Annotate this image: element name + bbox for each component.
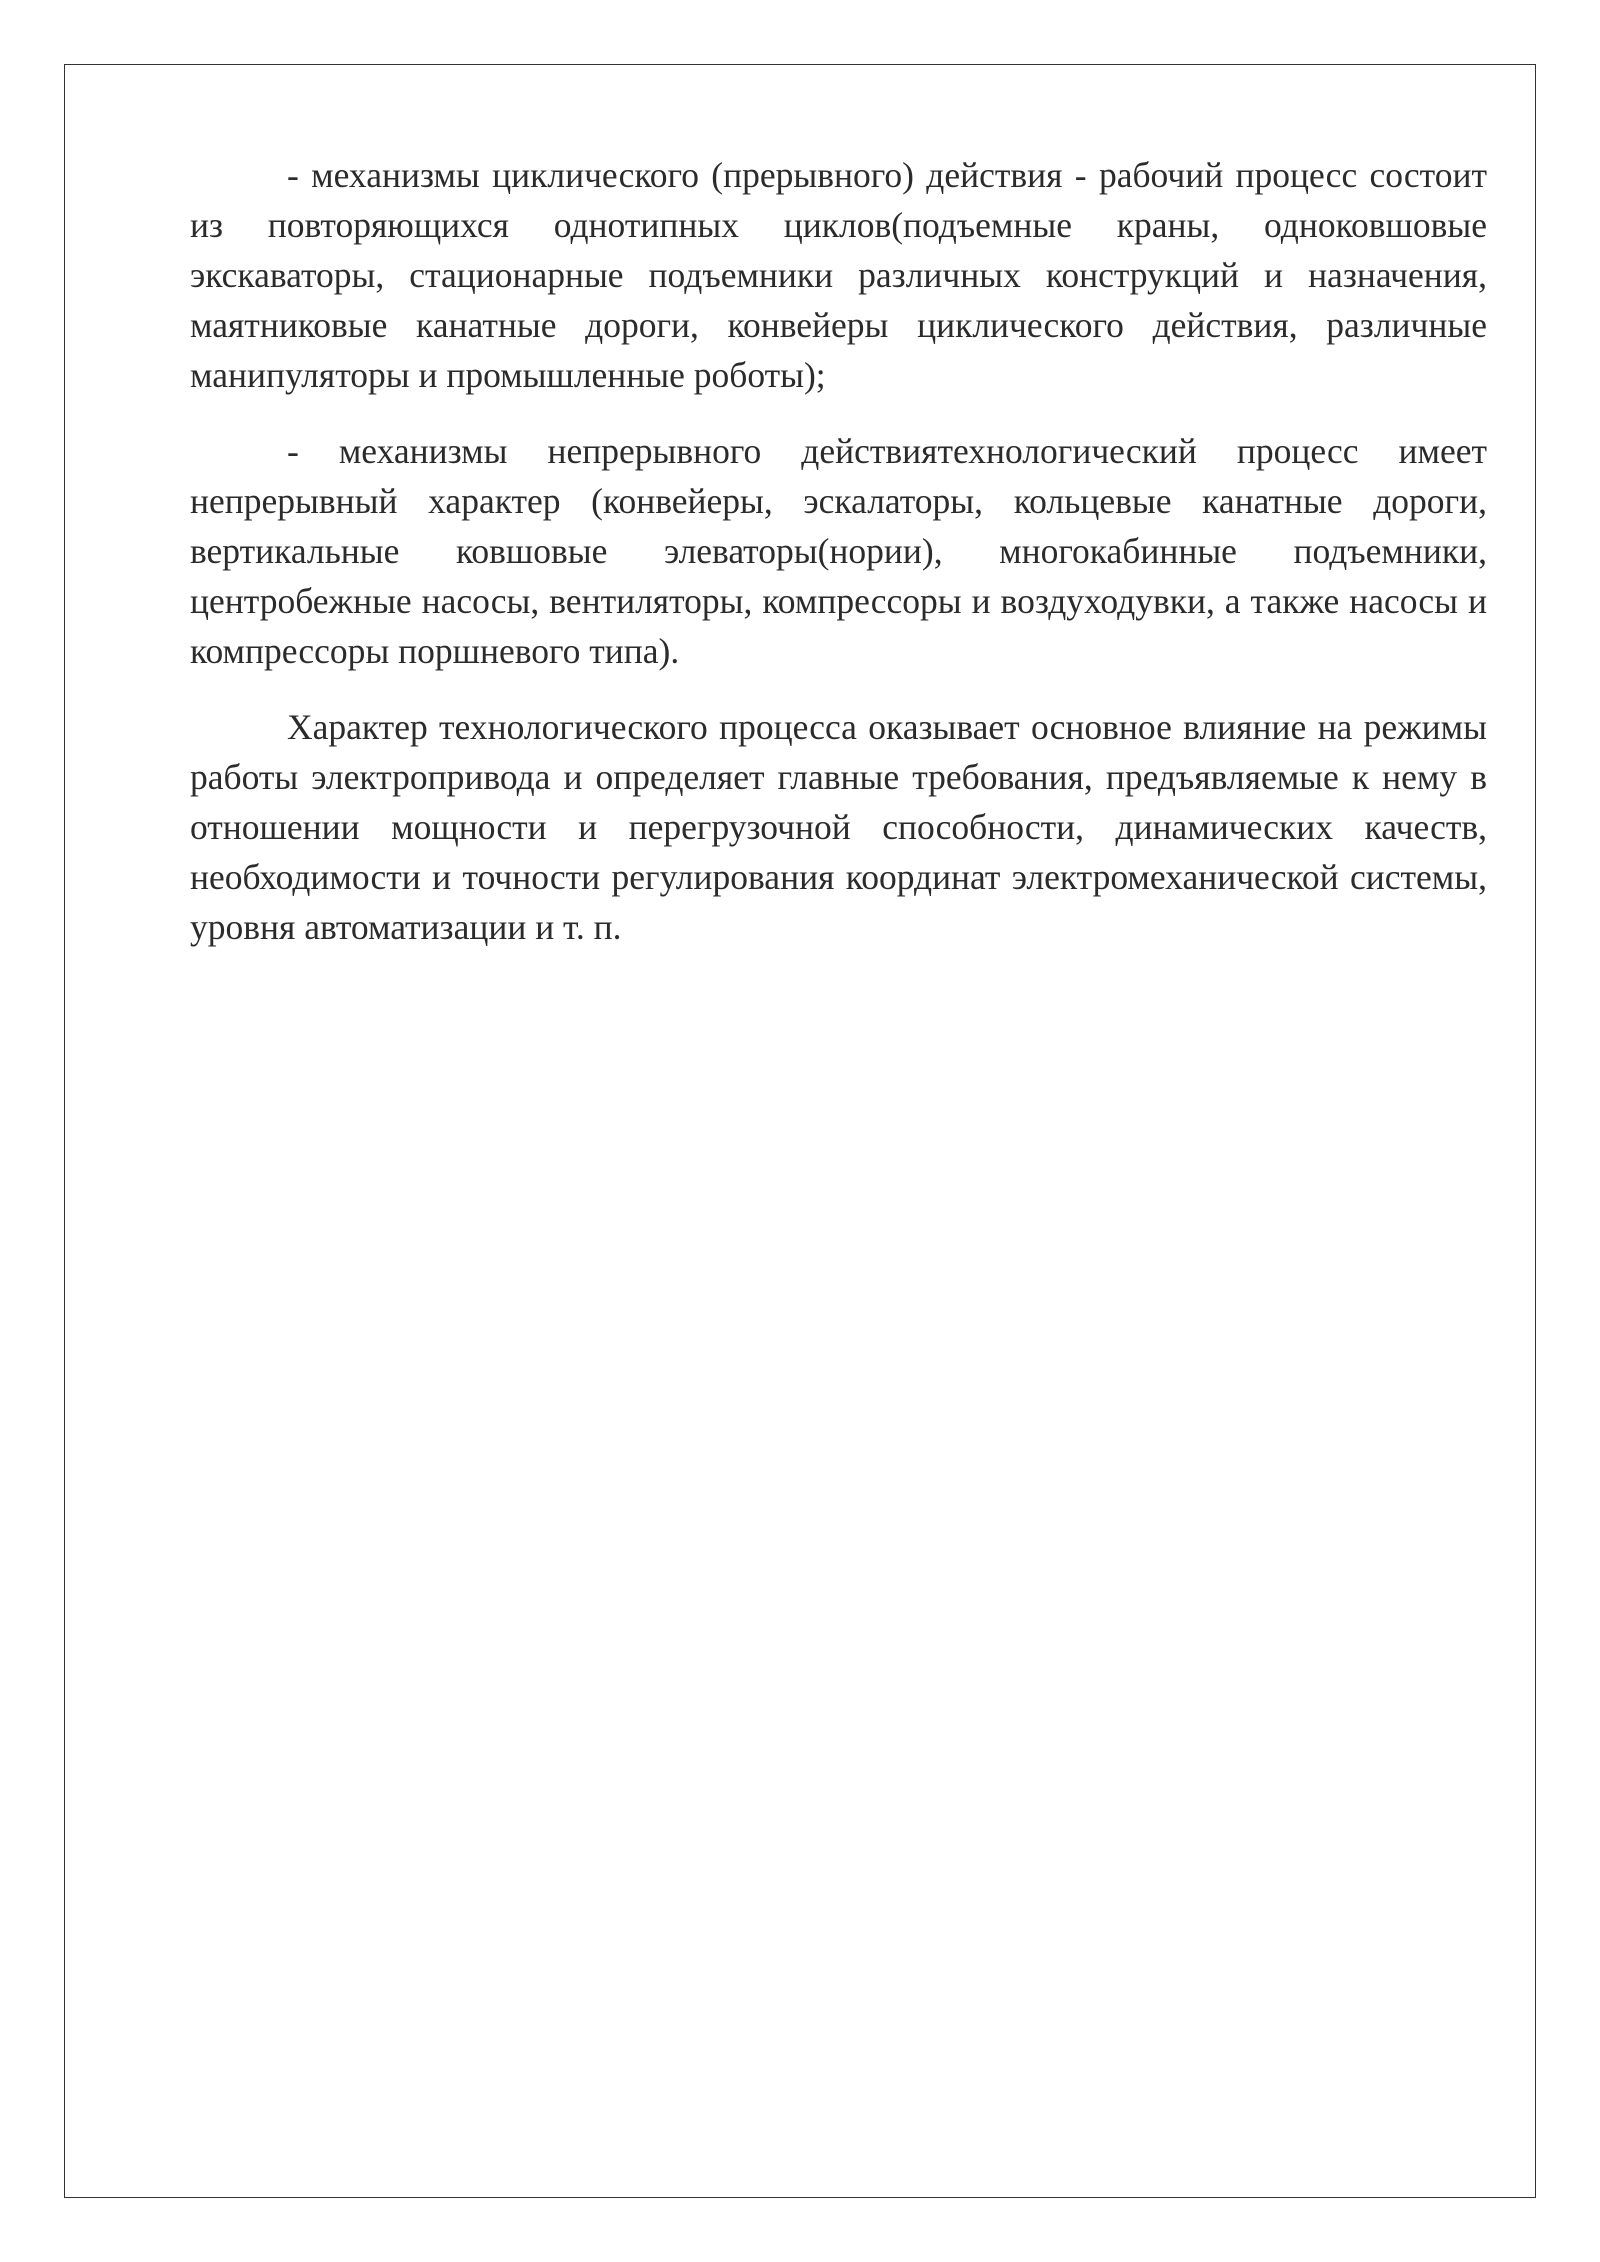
paragraph-cyclic-mechanisms: - механизмы циклического (прерывного) действия - рабочий процесс состоит из повторяющихся однотипных циклов(подъемные краны, одноковшовые экскаваторы, стационарные подъемники различных конструкций и назначения, маятниковые канатные дороги, конвейеры циклического действия, различные манипуляторы и промышленные роботы);: [190, 155, 1487, 395]
document-body: [190, 150, 1487, 978]
paragraph-process-character: Характер технологического процесса оказывает основное влияние на режимы работы электропривода и определяет главные требования, предъявляемые к нему в отношении мощности и перегрузочной способности, динамических качеств, необходимости и точности регулирования координат электромеханической системы, уровня автоматизации и т. п.: [190, 707, 1487, 947]
paragraph-continuous-mechanisms: - механизмы непрерывного действиятехнологический процесс имеет непрерывный характер (конвейеры, эскалаторы, кольцевые канатные дороги, вертикальные ковшовые элеваторы(нории), многокабинные подъемники, центробежные насосы, вентиляторы, компрессоры и воздуходувки, а также насосы и компрессоры поршневого типа).: [190, 431, 1487, 671]
